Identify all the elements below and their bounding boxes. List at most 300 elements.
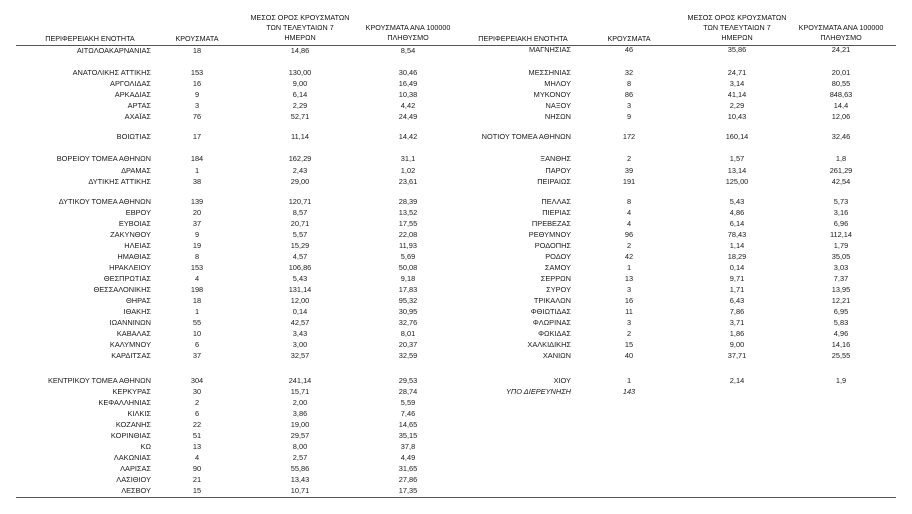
per-100k-cell: 9,18 bbox=[400, 274, 416, 283]
seven-day-avg-cell: 15,29 bbox=[290, 241, 310, 250]
header-avg-right bbox=[682, 13, 792, 43]
cases-cell: 13 bbox=[192, 442, 202, 451]
header-avg-line3: ΗΜΕΡΩΝ bbox=[721, 33, 753, 42]
cases-cell: 38 bbox=[192, 177, 202, 186]
seven-day-avg-cell: 9,71 bbox=[729, 274, 745, 283]
per-100k-cell: 8,01 bbox=[400, 329, 416, 338]
cases-cell: 51 bbox=[192, 431, 202, 440]
region-name-cell: ΔΥΤΙΚΗΣ ΑΤΤΙΚΗΣ bbox=[88, 177, 151, 186]
header-per100k-line1: ΚΡΟΥΣΜΑΤΑ ΑΝΑ 100000 bbox=[798, 23, 884, 32]
cases-cell: 15 bbox=[192, 486, 202, 495]
cases-cell: 4 bbox=[194, 453, 200, 462]
cases-cell: 2 bbox=[194, 398, 200, 407]
cases-cell: 8 bbox=[626, 79, 632, 88]
table-row bbox=[0, 251, 912, 262]
region-name-cell: ΚΕΝΤΡΙΚΟΥ ΤΟΜΕΑ ΑΘΗΝΩΝ bbox=[47, 376, 151, 385]
cases-cell: 1 bbox=[194, 166, 200, 175]
per-100k-cell: 95,32 bbox=[398, 296, 418, 305]
table-row bbox=[0, 430, 912, 441]
region-name-cell: ΡΟΔΟΥ bbox=[545, 252, 571, 261]
table-row bbox=[0, 306, 912, 317]
cases-cell: 191 bbox=[622, 177, 636, 186]
cases-cell: 18 bbox=[192, 46, 202, 55]
per-100k-cell: 5,83 bbox=[833, 318, 849, 327]
cases-cell: 3 bbox=[194, 101, 200, 110]
seven-day-avg-cell: 20,71 bbox=[290, 219, 310, 228]
seven-day-avg-cell: 2,29 bbox=[729, 101, 745, 110]
cases-cell: 10 bbox=[192, 329, 202, 338]
per-100k-cell: 24,21 bbox=[831, 45, 851, 54]
seven-day-avg-cell: 5,43 bbox=[292, 274, 308, 283]
per-100k-cell: 20,01 bbox=[831, 68, 851, 77]
per-100k-cell: 112,14 bbox=[829, 230, 853, 239]
per-100k-cell: 13,52 bbox=[398, 208, 418, 217]
seven-day-avg-cell: 11,14 bbox=[291, 132, 309, 141]
cases-cell: 198 bbox=[190, 285, 204, 294]
region-name-cell: ΡΕΘΥΜΝΟΥ bbox=[528, 230, 571, 239]
seven-day-avg-cell: 3,00 bbox=[292, 340, 308, 349]
per-100k-cell: 28,39 bbox=[398, 197, 418, 206]
cases-cell: 32 bbox=[624, 68, 634, 77]
table-row bbox=[0, 485, 912, 496]
region-name-cell: ΑΡΓΟΛΙΔΑΣ bbox=[110, 79, 151, 88]
region-name-cell: ΑΧΑΪΑΣ bbox=[124, 112, 151, 121]
per-100k-cell: 1,79 bbox=[833, 241, 849, 250]
cases-cell: 184 bbox=[190, 154, 204, 163]
seven-day-avg-cell: 24,71 bbox=[727, 68, 747, 77]
cases-cell: 6 bbox=[194, 409, 200, 418]
per-100k-cell: 848,63 bbox=[829, 90, 853, 99]
per-100k-cell: 37,8 bbox=[400, 442, 416, 451]
seven-day-avg-cell: 0,14 bbox=[729, 263, 745, 272]
seven-day-avg-cell: 131,14 bbox=[288, 285, 312, 294]
region-name-cell: ΜΗΛΟΥ bbox=[544, 79, 571, 88]
seven-day-avg-cell: 8,57 bbox=[292, 208, 308, 217]
table-row bbox=[0, 397, 912, 408]
table-row bbox=[0, 386, 912, 397]
per-100k-cell: 12,06 bbox=[831, 112, 851, 121]
region-name-cell: ΡΟΔΟΠΗΣ bbox=[534, 241, 571, 250]
region-name-cell: ΣΕΡΡΩΝ bbox=[540, 274, 571, 283]
region-name-cell: ΗΡΑΚΛΕΙΟΥ bbox=[109, 263, 151, 272]
cases-cell: 139 bbox=[190, 197, 204, 206]
per-100k-cell: 32,76 bbox=[398, 318, 418, 327]
seven-day-avg-cell: 162,29 bbox=[288, 154, 312, 163]
cases-cell: 86 bbox=[624, 90, 634, 99]
per-100k-cell: 31,1 bbox=[400, 154, 416, 163]
seven-day-avg-cell: 35,86 bbox=[727, 45, 747, 54]
per-100k-cell: 31,65 bbox=[398, 464, 418, 473]
seven-day-avg-cell: 8,00 bbox=[292, 442, 308, 451]
region-name-cell: ΠΑΡΟΥ bbox=[545, 166, 571, 175]
region-name-cell: ΛΑΡΙΣΑΣ bbox=[120, 464, 151, 473]
region-name-cell: ΚΑΒΑΛΑΣ bbox=[116, 329, 151, 338]
per-100k-cell: 5,59 bbox=[400, 398, 416, 407]
region-name-cell: ΞΑΝΘΗΣ bbox=[540, 154, 571, 163]
seven-day-avg-cell: 2,29 bbox=[292, 101, 308, 110]
region-name-cell: ΠΕΙΡΑΙΩΣ bbox=[537, 177, 571, 186]
seven-day-avg-cell: 13,14 bbox=[727, 166, 747, 175]
region-name-cell: ΑΙΤΩΛΟΑΚΑΡΝΑΝΙΑΣ bbox=[76, 46, 151, 55]
seven-day-avg-cell: 19,00 bbox=[290, 420, 310, 429]
table-row bbox=[0, 44, 912, 55]
region-name-cell: ΝΗΣΩΝ bbox=[544, 112, 571, 121]
region-name-cell: ΠΙΕΡΙΑΣ bbox=[542, 208, 571, 217]
cases-cell: 46 bbox=[624, 45, 634, 54]
per-100k-cell: 11,93 bbox=[399, 241, 417, 250]
table-row bbox=[0, 463, 912, 474]
cases-cell: 18 bbox=[192, 296, 202, 305]
table-row bbox=[0, 350, 912, 361]
cases-cell: 4 bbox=[626, 219, 632, 228]
cases-cell: 21 bbox=[192, 475, 202, 484]
table-row bbox=[0, 207, 912, 218]
per-100k-cell: 6,96 bbox=[833, 219, 849, 228]
header-avg-line3: ΗΜΕΡΩΝ bbox=[284, 33, 316, 42]
per-100k-cell: 261,29 bbox=[829, 166, 853, 175]
header-per100k-left bbox=[352, 23, 464, 43]
per-100k-cell: 42,54 bbox=[831, 177, 851, 186]
per-100k-cell: 14,65 bbox=[398, 420, 418, 429]
table-row bbox=[0, 273, 912, 284]
table-row bbox=[0, 218, 912, 229]
per-100k-cell: 29,53 bbox=[398, 376, 418, 385]
header-per100k-right bbox=[785, 23, 897, 43]
per-100k-cell: 30,46 bbox=[398, 68, 418, 77]
cases-cell: 153 bbox=[190, 263, 204, 272]
seven-day-avg-cell: 12,00 bbox=[290, 296, 310, 305]
header-avg-line1: ΜΕΣΟΣ ΟΡΟΣ ΚΡΟΥΣΜΑΤΩΝ bbox=[250, 13, 350, 22]
footer-rule bbox=[16, 497, 896, 498]
region-name-cell: ΚΟΡΙΝΘΙΑΣ bbox=[110, 431, 151, 440]
seven-day-avg-cell: 1,57 bbox=[729, 154, 745, 163]
seven-day-avg-cell: 78,43 bbox=[727, 230, 747, 239]
header-avg-line2: ΤΩΝ ΤΕΛΕΥΤΑΙΩΝ 7 bbox=[703, 23, 771, 32]
table-row bbox=[0, 452, 912, 463]
region-name-cell: ΚΕΦΑΛΛΗΝΙΑΣ bbox=[98, 398, 151, 407]
per-100k-cell: 16,49 bbox=[398, 79, 418, 88]
region-name-cell: ΣΥΡΟΥ bbox=[546, 285, 571, 294]
cases-cell: 3 bbox=[626, 318, 632, 327]
table-row bbox=[0, 317, 912, 328]
per-100k-cell: 1,02 bbox=[400, 166, 416, 175]
header-cases-left: ΚΡΟΥΣΜΑΤΑ bbox=[175, 34, 219, 43]
per-100k-cell: 28,74 bbox=[398, 387, 418, 396]
cases-cell: 96 bbox=[624, 230, 634, 239]
per-100k-cell: 1,9 bbox=[835, 376, 847, 385]
seven-day-avg-cell: 125,00 bbox=[725, 177, 749, 186]
region-name-cell: ΕΥΒΟΙΑΣ bbox=[118, 219, 151, 228]
seven-day-avg-cell: 9,00 bbox=[292, 79, 308, 88]
region-name-cell: ΜΥΚΟΝΟΥ bbox=[533, 90, 571, 99]
seven-day-avg-cell: 10,43 bbox=[727, 112, 747, 121]
cases-cell: 22 bbox=[192, 420, 202, 429]
region-name-cell: ΒΟΡΕΙΟΥ ΤΟΜΕΑ ΑΘΗΝΩΝ bbox=[56, 154, 151, 163]
table-row bbox=[0, 78, 912, 89]
region-name-cell: ΤΡΙΚΑΛΩΝ bbox=[533, 296, 571, 305]
header-cases-right: ΚΡΟΥΣΜΑΤΑ bbox=[607, 34, 651, 43]
per-100k-cell: 12,21 bbox=[831, 296, 851, 305]
seven-day-avg-cell: 2,14 bbox=[729, 376, 745, 385]
per-100k-cell: 5,73 bbox=[833, 197, 849, 206]
per-100k-cell: 7,46 bbox=[400, 409, 416, 418]
table-row bbox=[0, 262, 912, 273]
per-100k-cell: 27,86 bbox=[398, 475, 418, 484]
region-name-cell: ΦΩΚΙΔΑΣ bbox=[538, 329, 571, 338]
seven-day-avg-cell: 15,71 bbox=[290, 387, 310, 396]
per-100k-cell: 3,16 bbox=[833, 208, 849, 217]
seven-day-avg-cell: 2,57 bbox=[292, 453, 308, 462]
table-row bbox=[0, 131, 912, 142]
table-row bbox=[0, 111, 912, 122]
seven-day-avg-cell: 3,86 bbox=[292, 409, 308, 418]
table-row bbox=[0, 328, 912, 339]
per-100k-cell: 7,37 bbox=[833, 274, 849, 283]
cases-cell: 90 bbox=[192, 464, 202, 473]
seven-day-avg-cell: 5,57 bbox=[292, 230, 308, 239]
seven-day-avg-cell: 130,00 bbox=[288, 68, 312, 77]
region-name-cell: ΠΡΕΒΕΖΑΣ bbox=[531, 219, 571, 228]
seven-day-avg-cell: 52,71 bbox=[290, 112, 310, 121]
cases-cell: 304 bbox=[190, 376, 204, 385]
seven-day-avg-cell: 29,00 bbox=[290, 177, 310, 186]
seven-day-avg-cell: 6,43 bbox=[729, 296, 745, 305]
cases-cell: 8 bbox=[626, 197, 632, 206]
table-row bbox=[0, 100, 912, 111]
table-row bbox=[0, 419, 912, 430]
per-100k-cell: 3,03 bbox=[833, 263, 849, 272]
seven-day-avg-cell: 7,86 bbox=[729, 307, 745, 316]
seven-day-avg-cell: 3,71 bbox=[729, 318, 745, 327]
seven-day-avg-cell: 32,57 bbox=[290, 351, 310, 360]
cases-cell: 2 bbox=[626, 154, 632, 163]
region-name-cell: ΙΘΑΚΗΣ bbox=[123, 307, 151, 316]
per-100k-cell: 4,96 bbox=[833, 329, 849, 338]
cases-cell: 11 bbox=[625, 307, 633, 316]
seven-day-avg-cell: 9,00 bbox=[729, 340, 745, 349]
seven-day-avg-cell: 1,86 bbox=[729, 329, 745, 338]
region-name-cell: ΥΠΟ ΔΙΕΡΕΥΝΗΣΗ bbox=[506, 387, 571, 396]
per-100k-cell: 6,95 bbox=[833, 307, 849, 316]
seven-day-avg-cell: 1,14 bbox=[729, 241, 745, 250]
table-row bbox=[0, 284, 912, 295]
region-name-cell: ΚΟΖΑΝΗΣ bbox=[115, 420, 151, 429]
region-name-cell: ΔΥΤΙΚΟΥ ΤΟΜΕΑ ΑΘΗΝΩΝ bbox=[58, 197, 151, 206]
per-100k-cell: 13,95 bbox=[831, 285, 851, 294]
region-name-cell: ΚΩ bbox=[140, 442, 151, 451]
seven-day-avg-cell: 4,57 bbox=[292, 252, 308, 261]
per-100k-cell: 25,55 bbox=[831, 351, 851, 360]
cases-cell: 153 bbox=[190, 68, 204, 77]
region-name-cell: ΚΑΛΥΜΝΟΥ bbox=[109, 340, 151, 349]
cases-cell: 1 bbox=[626, 376, 632, 385]
per-100k-cell: 14,42 bbox=[398, 132, 418, 141]
cases-cell: 76 bbox=[192, 112, 202, 121]
cases-cell: 37 bbox=[192, 351, 202, 360]
seven-day-avg-cell: 241,14 bbox=[288, 376, 312, 385]
per-100k-cell: 24,49 bbox=[398, 112, 418, 121]
region-name-cell: ΝΟΤΙΟΥ ΤΟΜΕΑ ΑΘΗΝΩΝ bbox=[481, 132, 571, 141]
table-row bbox=[0, 474, 912, 485]
header-region-right: ΠΕΡΙΦΕΡΕΙΑΚΗ ΕΝΟΤΗΤΑ bbox=[478, 34, 568, 43]
region-name-cell: ΧΑΝΙΩΝ bbox=[542, 351, 571, 360]
table-row bbox=[0, 339, 912, 350]
seven-day-avg-cell: 160,14 bbox=[725, 132, 749, 141]
cases-cell: 37 bbox=[192, 219, 202, 228]
per-100k-cell: 1,8 bbox=[835, 154, 847, 163]
region-name-cell: ΙΩΑΝΝΙΝΩΝ bbox=[109, 318, 151, 327]
per-100k-cell: 23,61 bbox=[398, 177, 418, 186]
cases-cell: 39 bbox=[624, 166, 634, 175]
seven-day-avg-cell: 3,43 bbox=[292, 329, 308, 338]
region-name-cell: ΜΑΓΝΗΣΙΑΣ bbox=[529, 45, 571, 54]
cases-cell: 16 bbox=[624, 296, 634, 305]
cases-cell: 9 bbox=[194, 90, 200, 99]
region-name-cell: ΧΑΛΚΙΔΙΚΗΣ bbox=[527, 340, 571, 349]
table-row bbox=[0, 295, 912, 306]
region-name-cell: ΑΝΑΤΟΛΙΚΗΣ ΑΤΤΙΚΗΣ bbox=[72, 68, 151, 77]
seven-day-avg-cell: 29,57 bbox=[290, 431, 310, 440]
cases-cell: 15 bbox=[624, 340, 634, 349]
per-100k-cell: 4,49 bbox=[400, 453, 416, 462]
cases-cell: 20 bbox=[192, 208, 202, 217]
seven-day-avg-cell: 55,86 bbox=[290, 464, 310, 473]
table-row bbox=[0, 89, 912, 100]
table-row bbox=[0, 229, 912, 240]
region-name-cell: ΕΒΡΟΥ bbox=[125, 208, 151, 217]
cases-cell: 1 bbox=[194, 307, 200, 316]
region-name-cell: ΛΑΣΙΘΙΟΥ bbox=[116, 475, 151, 484]
per-100k-cell: 4,42 bbox=[400, 101, 416, 110]
seven-day-avg-cell: 120,71 bbox=[288, 197, 312, 206]
cases-cell: 4 bbox=[626, 208, 632, 217]
cases-cell: 19 bbox=[192, 241, 202, 250]
per-100k-cell: 22,08 bbox=[398, 230, 418, 239]
seven-day-avg-cell: 0,14 bbox=[292, 307, 308, 316]
seven-day-avg-cell: 3,14 bbox=[729, 79, 745, 88]
cases-cell: 1 bbox=[626, 263, 632, 272]
region-name-cell: ΒΟΙΩΤΙΑΣ bbox=[116, 132, 151, 141]
seven-day-avg-cell: 6,14 bbox=[729, 219, 745, 228]
per-100k-cell: 32,46 bbox=[831, 132, 851, 141]
region-name-cell: ΖΑΚΥΝΘΟΥ bbox=[110, 230, 151, 239]
region-name-cell: ΔΡΑΜΑΣ bbox=[121, 166, 151, 175]
per-100k-cell: 14,4 bbox=[833, 101, 849, 110]
seven-day-avg-cell: 41,14 bbox=[727, 90, 747, 99]
region-name-cell: ΚΙΛΚΙΣ bbox=[127, 409, 151, 418]
region-name-cell: ΣΑΜΟΥ bbox=[544, 263, 571, 272]
cases-cell: 172 bbox=[622, 132, 636, 141]
table-row bbox=[0, 408, 912, 419]
per-100k-cell: 80,55 bbox=[831, 79, 851, 88]
cases-cell: 17 bbox=[192, 132, 202, 141]
per-100k-cell: 17,35 bbox=[398, 486, 418, 495]
seven-day-avg-cell: 106,86 bbox=[288, 263, 312, 272]
cases-cell: 13 bbox=[624, 274, 634, 283]
region-name-cell: ΦΛΩΡΙΝΑΣ bbox=[532, 318, 571, 327]
table-row bbox=[0, 240, 912, 251]
table-row bbox=[0, 153, 912, 164]
header-avg-line1: ΜΕΣΟΣ ΟΡΟΣ ΚΡΟΥΣΜΑΤΩΝ bbox=[687, 13, 787, 22]
cases-cell: 2 bbox=[626, 329, 632, 338]
cases-cell: 42 bbox=[624, 252, 634, 261]
cases-cell: 9 bbox=[194, 230, 200, 239]
region-name-cell: ΠΕΛΛΑΣ bbox=[541, 197, 571, 206]
cases-cell: 55 bbox=[192, 318, 202, 327]
seven-day-avg-cell: 4,86 bbox=[729, 208, 745, 217]
table-row bbox=[0, 441, 912, 452]
region-name-cell: ΛΑΚΩΝΙΑΣ bbox=[113, 453, 151, 462]
header-avg-line2: ΤΩΝ ΤΕΛΕΥΤΑΙΩΝ 7 bbox=[266, 23, 334, 32]
seven-day-avg-cell: 42,57 bbox=[290, 318, 310, 327]
seven-day-avg-cell: 2,00 bbox=[292, 398, 308, 407]
region-name-cell: ΦΘΙΩΤΙΔΑΣ bbox=[530, 307, 571, 316]
per-100k-cell: 10,38 bbox=[398, 90, 418, 99]
header-avg-left bbox=[246, 13, 354, 43]
per-100k-cell: 30,95 bbox=[398, 307, 418, 316]
per-100k-cell: 17,55 bbox=[398, 219, 418, 228]
header-region-left: ΠΕΡΙΦΕΡΕΙΑΚΗ ΕΝΟΤΗΤΑ bbox=[45, 34, 135, 43]
region-name-cell: ΘΕΣΠΡΩΤΙΑΣ bbox=[103, 274, 151, 283]
cases-cell: 6 bbox=[194, 340, 200, 349]
region-name-cell: ΑΡΚΑΔΙΑΣ bbox=[114, 90, 151, 99]
header-per100k-line1: ΚΡΟΥΣΜΑΤΑ ΑΝΑ 100000 bbox=[365, 23, 451, 32]
per-100k-cell: 35,15 bbox=[398, 431, 418, 440]
region-name-cell: ΗΜΑΘΙΑΣ bbox=[117, 252, 151, 261]
per-100k-cell: 20,37 bbox=[398, 340, 418, 349]
cases-cell: 9 bbox=[626, 112, 632, 121]
header-per100k-line2: ΠΛΗΘΥΣΜΟ bbox=[820, 33, 862, 42]
table-row bbox=[0, 67, 912, 78]
region-name-cell: ΧΙΟΥ bbox=[553, 376, 571, 385]
per-100k-cell: 8,54 bbox=[400, 46, 416, 55]
seven-day-avg-cell: 14,86 bbox=[290, 46, 310, 55]
cases-cell: 2 bbox=[626, 241, 632, 250]
per-100k-cell: 17,83 bbox=[398, 285, 418, 294]
cases-cell: 8 bbox=[194, 252, 200, 261]
per-100k-cell: 14,16 bbox=[831, 340, 851, 349]
region-name-cell: ΗΛΕΙΑΣ bbox=[124, 241, 151, 250]
table-row bbox=[0, 196, 912, 207]
seven-day-avg-cell: 10,71 bbox=[290, 486, 310, 495]
region-name-cell: ΛΕΣΒΟΥ bbox=[121, 486, 151, 495]
region-name-cell: ΚΕΡΚΥΡΑΣ bbox=[112, 387, 151, 396]
cases-cell: 3 bbox=[626, 101, 632, 110]
seven-day-avg-cell: 18,29 bbox=[727, 252, 747, 261]
seven-day-avg-cell: 2,43 bbox=[292, 166, 308, 175]
cases-cell: 16 bbox=[192, 79, 202, 88]
seven-day-avg-cell: 6,14 bbox=[292, 90, 308, 99]
cases-cell: 3 bbox=[626, 285, 632, 294]
seven-day-avg-cell: 1,71 bbox=[729, 285, 745, 294]
seven-day-avg-cell: 5,43 bbox=[729, 197, 745, 206]
region-name-cell: ΝΑΞΟΥ bbox=[545, 101, 571, 110]
per-100k-cell: 35,05 bbox=[831, 252, 851, 261]
per-100k-cell: 50,08 bbox=[398, 263, 418, 272]
header-per100k-line2: ΠΛΗΘΥΣΜΟ bbox=[387, 33, 429, 42]
region-name-cell: ΚΑΡΔΙΤΣΑΣ bbox=[111, 351, 151, 360]
cases-cell: 143 bbox=[622, 387, 636, 396]
region-name-cell: ΑΡΤΑΣ bbox=[127, 101, 151, 110]
seven-day-avg-cell: 37,71 bbox=[727, 351, 747, 360]
region-name-cell: ΜΕΣΣΗΝΙΑΣ bbox=[528, 68, 571, 77]
table-row bbox=[0, 375, 912, 386]
region-name-cell: ΘΗΡΑΣ bbox=[126, 296, 151, 305]
table-row bbox=[0, 165, 912, 176]
per-100k-cell: 5,69 bbox=[400, 252, 416, 261]
region-name-cell: ΘΕΣΣΑΛΟΝΙΚΗΣ bbox=[93, 285, 151, 294]
seven-day-avg-cell: 13,43 bbox=[290, 475, 310, 484]
